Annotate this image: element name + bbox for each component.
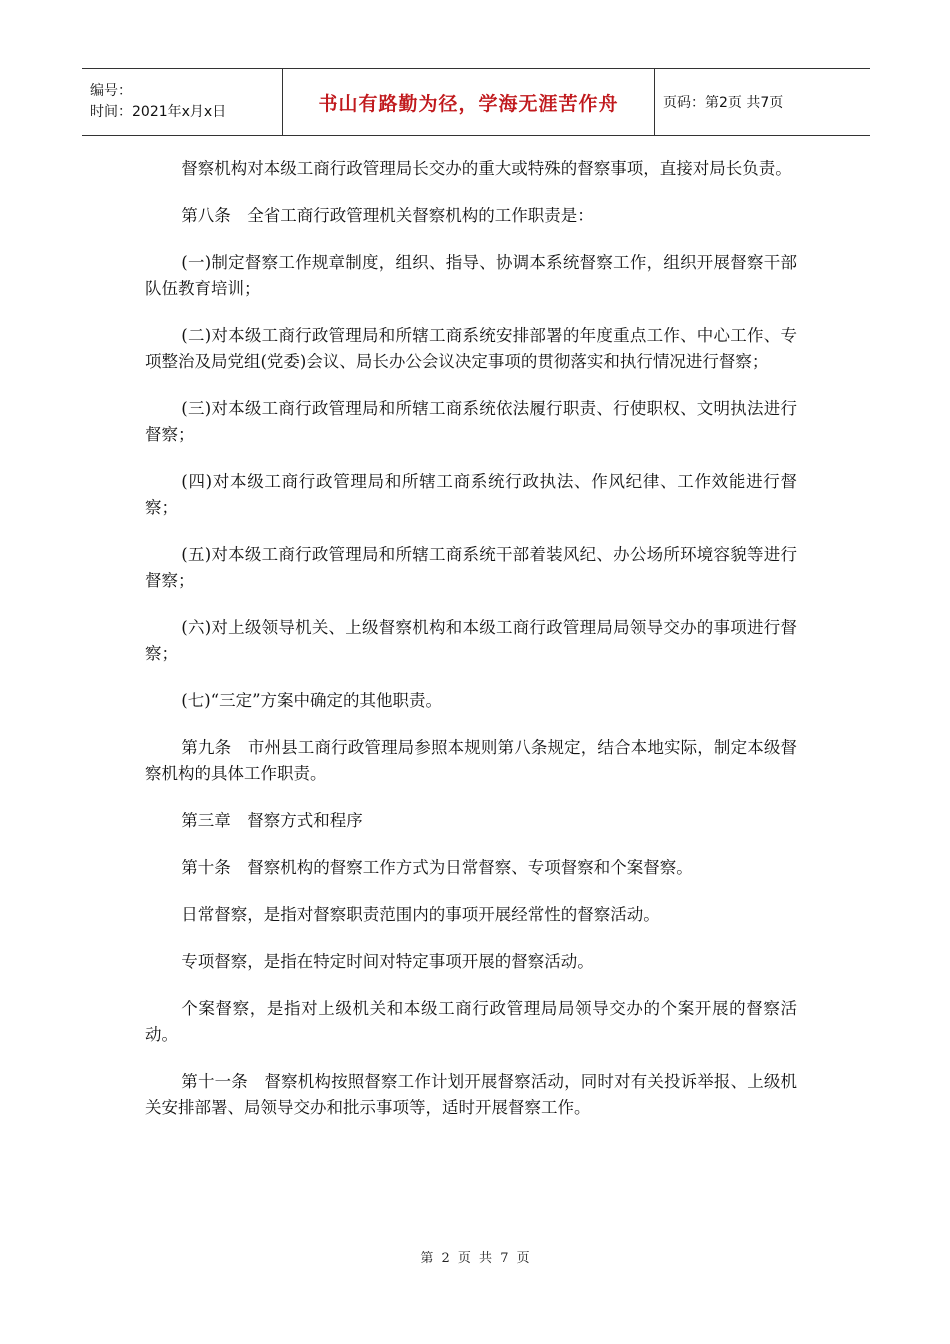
document-body — [145, 156, 797, 1142]
duty-item-1: (一)制定督察工作规章制度，组织、指导、协调本系统督察工作，组织开展督察干部队伍教育培训； — [145, 253, 797, 298]
duty-item-6: (六)对上级领导机关、上级督察机构和本级工商行政管理局局领导交办的事项进行督察； — [145, 618, 797, 663]
duty-item-4: (四)对本级工商行政管理局和所辖工商系统行政执法、作风纪律、工作效能进行督察； — [145, 472, 797, 517]
footer-page-number: 第 2 页 共 7 页 — [420, 1251, 530, 1266]
document-number-label: 编号： — [90, 83, 132, 99]
article-11: 第十一条 督察机构按照督察工作计划开展督察活动，同时对有关投诉举报、上级机关安排部署、局领导交办和批示事项等，适时开展督察工作。 — [145, 1072, 797, 1117]
page-footer — [0, 1247, 950, 1266]
duty-item-2: (二)对本级工商行政管理局和所辖工商系统安排部署的年度重点工作、中心工作、专项整治及局党组(党委)会议、局长办公会议决定事项的贯彻落实和执行情况进行督察； — [145, 326, 797, 371]
duty-item-7: (七)“三定”方案中确定的其他职责。 — [181, 691, 443, 710]
case-supervision-definition: 个案督察，是指对上级机关和本级工商行政管理局局领导交办的个案开展的督察活动。 — [145, 999, 797, 1044]
header-meta — [82, 69, 282, 135]
special-supervision-definition: 专项督察，是指在特定时间对特定事项开展的督察活动。 — [181, 952, 594, 971]
header-page-cell — [655, 69, 870, 135]
document-time-label: 时间：2021年x月x日 — [90, 104, 227, 120]
article-10: 第十条 督察机构的督察工作方式为日常督察、专项督察和个案督察。 — [181, 858, 693, 877]
duty-item-3: (三)对本级工商行政管理局和所辖工商系统依法履行职责、行使职权、文明执法进行督察； — [145, 399, 797, 444]
duty-item-5: (五)对本级工商行政管理局和所辖工商系统干部着装风纪、办公场所环境容貌等进行督察； — [145, 545, 797, 590]
body-paragraph: 督察机构对本级工商行政管理局长交办的重大或特殊的督察事项，直接对局长负责。 — [181, 159, 792, 178]
article-9: 第九条 市州县工商行政管理局参照本规则第八条规定，结合本地实际，制定本级督察机构的具体工作职责。 — [145, 738, 797, 783]
header-page-label: 页码：第2页 共7页 — [663, 95, 784, 111]
routine-supervision-definition: 日常督察，是指对督察职责范围内的事项开展经常性的督察活动。 — [181, 905, 660, 924]
header-motto-cell — [282, 69, 655, 135]
article-8-heading: 第八条 全省工商行政管理机关督察机构的工作职责是： — [181, 206, 594, 225]
chapter-3-heading: 第三章 督察方式和程序 — [181, 811, 363, 830]
document-header — [82, 68, 870, 136]
header-motto: 书山有路勤为径，学海无涯苦作舟 — [318, 92, 619, 115]
